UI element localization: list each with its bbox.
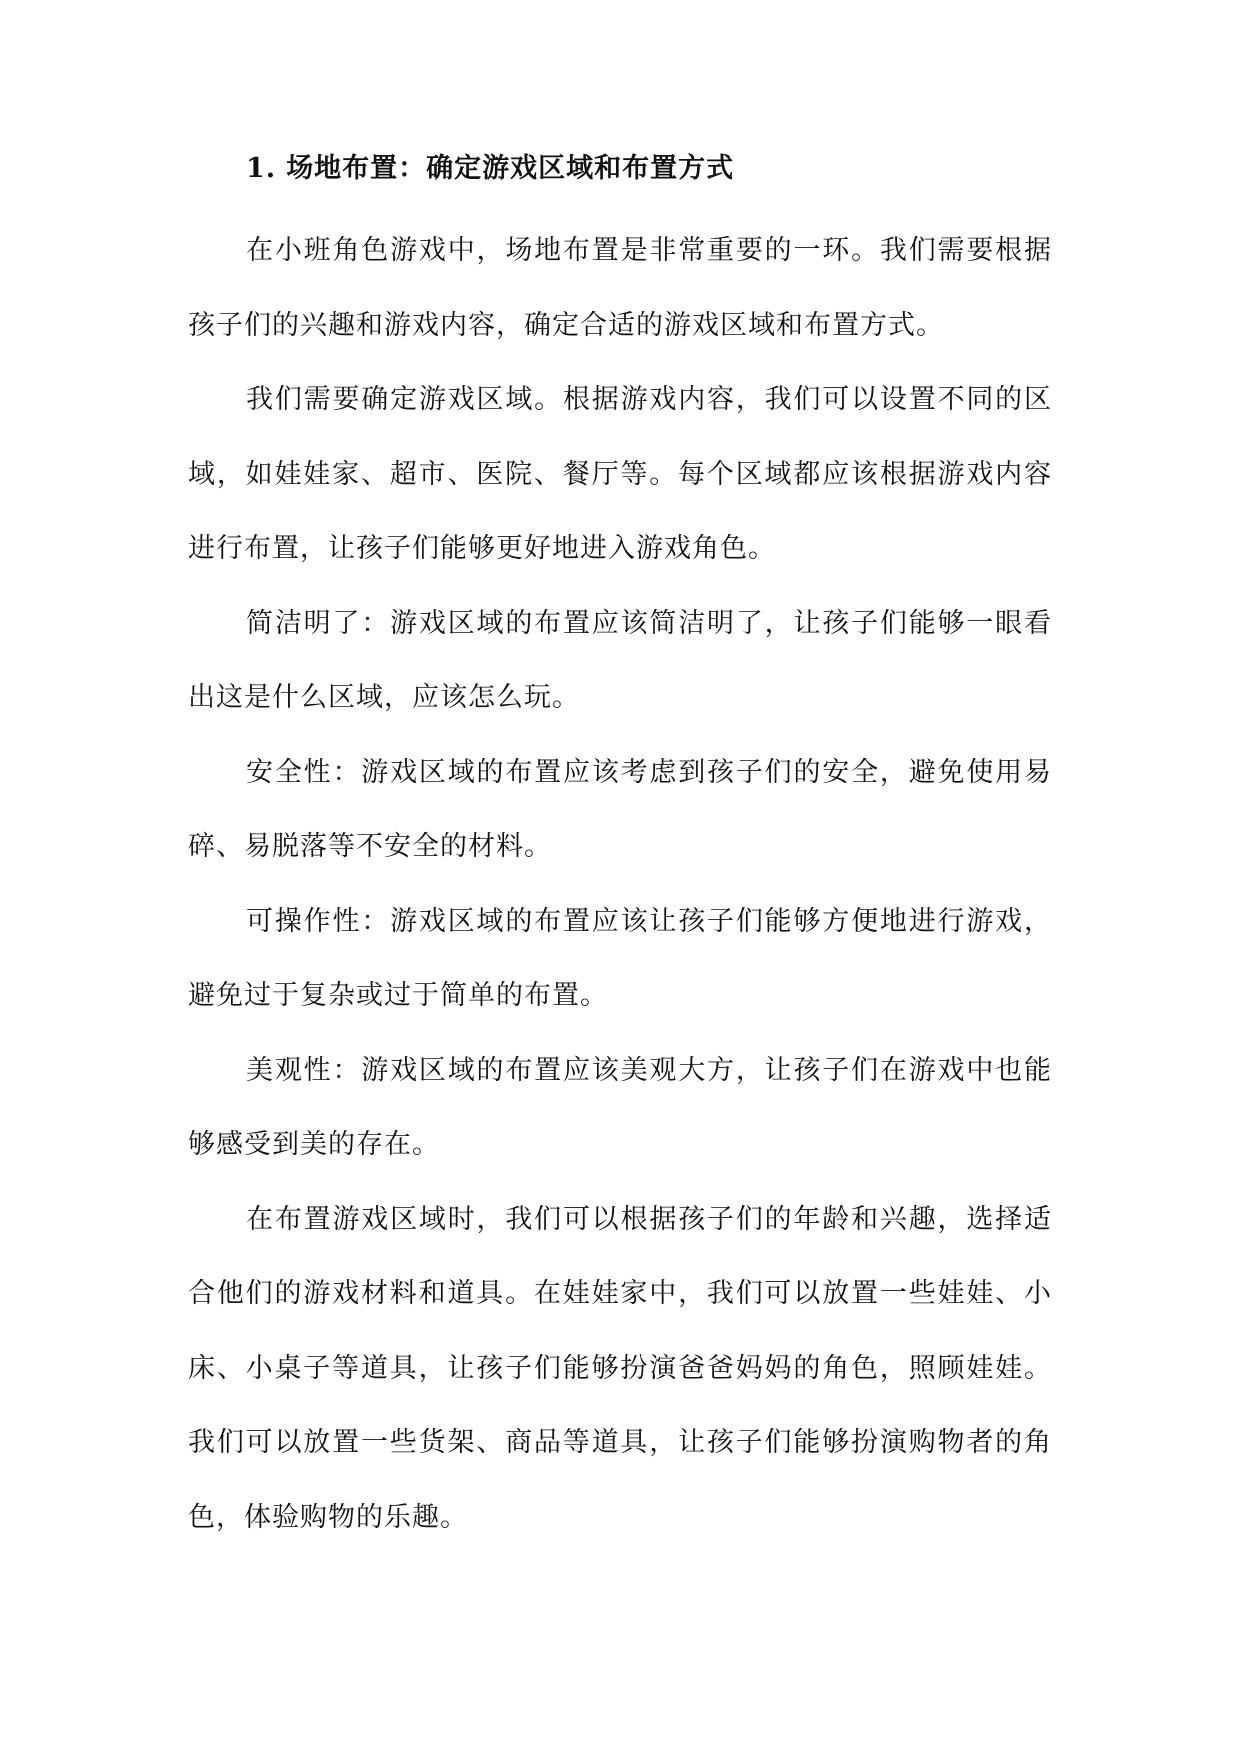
- section-number: 1.: [246, 153, 277, 184]
- paragraph-operability: 可操作性：游戏区域的布置应该让孩子们能够方便地进行游戏，避免过于复杂或过于简单的布置。: [188, 905, 1052, 1011]
- section-title: 场地布置：确定游戏区域和布置方式: [286, 153, 735, 184]
- paragraph-safety: 安全性：游戏区域的布置应该考虑到孩子们的安全，避免使用易碎、易脱落等不安全的材料。: [188, 756, 1052, 862]
- document-body: [188, 140, 1052, 1555]
- paragraph-intro: 在小班角色游戏中，场地布置是非常重要的一环。我们需要根据孩子们的兴趣和游戏内容，确定合适的游戏区域和布置方式。: [188, 235, 1052, 341]
- paragraph-simplicity: 简洁明了：游戏区域的布置应该简洁明了，让孩子们能够一眼看出这是什么区域，应该怎么玩。: [188, 607, 1052, 713]
- paragraph-areas: 我们需要确定游戏区域。根据游戏内容，我们可以设置不同的区域，如娃娃家、超市、医院、餐厅等。每个区域都应该根据游戏内容进行布置，让孩子们能够更好地进入游戏角色。: [188, 384, 1052, 564]
- section-heading: [188, 140, 1052, 198]
- paragraph-materials: 在布置游戏区域时，我们可以根据孩子们的年龄和兴趣，选择适合他们的游戏材料和道具。在娃娃家中，我们可以放置一些娃娃、小床、小桌子等道具，让孩子们能够扮演爸爸妈妈的角色，照顾娃娃。我们可以放置一些货架、商品等道具，让孩子们能够扮演购物者的角色，体验购物的乐趣。: [188, 1203, 1052, 1533]
- paragraph-aesthetics: 美观性：游戏区域的布置应该美观大方，让孩子们在游戏中也能够感受到美的存在。: [188, 1054, 1052, 1160]
